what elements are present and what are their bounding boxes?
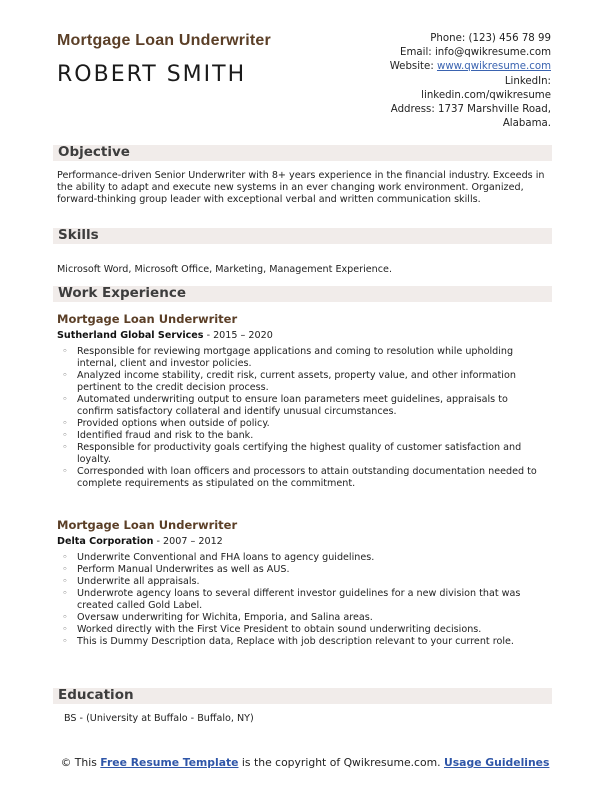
footer-middle: is the copyright of Qwikresume.com.: [238, 756, 444, 769]
bullet-icon: ◦: [62, 418, 68, 429]
skills-text: Microsoft Word, Microsoft Office, Marketing, Management Experience.: [57, 264, 392, 275]
list-item: [62, 576, 546, 588]
linkedin-url: linkedin.com/qwikresume: [421, 89, 551, 101]
list-item: [62, 636, 546, 648]
bullet-text: Underwrite Conventional and FHA loans to agency guidelines.: [77, 552, 375, 563]
list-item: [62, 394, 546, 418]
bullet-icon: ◦: [62, 466, 68, 477]
job-company-line: [57, 536, 223, 547]
address-line2: Alabama.: [502, 118, 551, 130]
education-heading: Education: [58, 687, 134, 703]
bullet-text: Responsible for productivity goals certifying the highest quality of customer satisfaction and loyalty.: [77, 442, 522, 465]
objective-section-header: [53, 145, 552, 161]
job-role: Mortgage Loan Underwriter: [57, 312, 238, 326]
free-resume-template-link[interactable]: Free Resume Template: [100, 756, 239, 769]
list-item: [62, 612, 546, 624]
copyright-footer: [60, 756, 550, 770]
bullet-icon: ◦: [62, 624, 68, 635]
bullet-text: Oversaw underwriting for Wichita, Emporia, and Salina areas.: [77, 612, 373, 623]
work-heading: Work Experience: [58, 285, 186, 301]
education-section-header: [53, 688, 552, 704]
list-item: [62, 418, 546, 430]
list-item: [62, 370, 546, 394]
bullet-text: Analyzed income stability, credit risk, current assets, property value, and other information pertinent to the credit decision process.: [77, 370, 516, 393]
website: [390, 60, 551, 74]
bullet-text: This is Dummy Description data, Replace with job description relevant to your current role.: [77, 636, 514, 647]
list-item: [62, 442, 546, 466]
website-link[interactable]: www.qwikresume.com: [436, 61, 551, 73]
job-dates: - 2007 – 2012: [153, 536, 223, 547]
job-title: Mortgage Loan Underwriter: [57, 32, 271, 49]
bullet-icon: ◦: [62, 552, 68, 563]
list-item: [62, 588, 546, 612]
job-bullets: [62, 346, 546, 490]
bullet-icon: ◦: [62, 394, 68, 405]
job-dates: - 2015 – 2020: [203, 330, 273, 341]
website-label: Website:: [389, 61, 437, 73]
bullet-icon: ◦: [62, 576, 68, 587]
bullet-text: Identified fraud and risk to the bank.: [77, 430, 254, 441]
bullet-icon: ◦: [62, 636, 68, 647]
bullet-icon: ◦: [62, 442, 68, 453]
bullet-icon: ◦: [62, 588, 68, 599]
usage-guidelines-link[interactable]: Usage Guidelines: [443, 756, 550, 769]
bullet-icon: ◦: [62, 430, 68, 441]
linkedin-label: LinkedIn:: [504, 75, 551, 87]
address-line1: Address: 1737 Marshville Road,: [390, 104, 551, 116]
bullet-text: Worked directly with the First Vice President to obtain sound underwriting decisions.: [77, 624, 482, 635]
bullet-text: Responsible for reviewing mortgage applications and coming to resolution while upholding internal, client and investor policies.: [77, 346, 514, 369]
job-company-line: [57, 330, 273, 341]
skills-section-header: [53, 228, 552, 244]
bullet-text: Automated underwriting output to ensure loan parameters meet guidelines, appraisals to confirm satisfactory collateral and identify unusual circumstances.: [77, 394, 508, 417]
bullet-icon: ◦: [62, 612, 68, 623]
job-bullets: [62, 552, 546, 648]
bullet-icon: ◦: [62, 346, 68, 357]
objective-text: Performance-driven Senior Underwriter with 8+ years experience in the financial industry. Exceeds in the ability to adapt and execute new systems in an ever changing work environment. Organized, forward-thinking group leader with exceptional verbal and written communication skills.: [57, 170, 545, 205]
footer-prefix: © This: [60, 756, 101, 769]
list-item: [62, 552, 546, 564]
education-text: BS - (University at Buffalo - Buffalo, NY): [64, 713, 254, 724]
objective-heading: Objective: [58, 144, 130, 160]
list-item: [62, 466, 546, 490]
resume-header: [57, 32, 551, 128]
job-role: Mortgage Loan Underwriter: [57, 518, 238, 532]
phone: Phone: (123) 456 78 99: [430, 33, 551, 44]
work-section-header: [53, 286, 552, 302]
email: Email: info@qwikresume.com: [400, 47, 551, 59]
contact-block: [390, 32, 551, 131]
bullet-text: Underwrote agency loans to several different investor guidelines for a new division that was created called Gold Label.: [77, 588, 521, 611]
company-name: Sutherland Global Services: [57, 330, 204, 341]
bullet-text: Corresponded with loan officers and processors to attain outstanding documentation needed to complete requirements as stipulated on the commitment.: [77, 466, 537, 489]
bullet-icon: ◦: [62, 564, 68, 575]
bullet-text: Provided options when outside of policy.: [77, 418, 270, 429]
skills-heading: Skills: [58, 227, 99, 243]
bullet-text: Perform Manual Underwrites as well as AUS.: [77, 564, 290, 575]
bullet-icon: ◦: [62, 370, 68, 381]
list-item: [62, 564, 546, 576]
candidate-name: ROBERT SMITH: [57, 62, 247, 87]
company-name: Delta Corporation: [57, 536, 154, 547]
list-item: [62, 624, 546, 636]
bullet-text: Underwrite all appraisals.: [77, 576, 200, 587]
list-item: [62, 346, 546, 370]
list-item: [62, 430, 546, 442]
